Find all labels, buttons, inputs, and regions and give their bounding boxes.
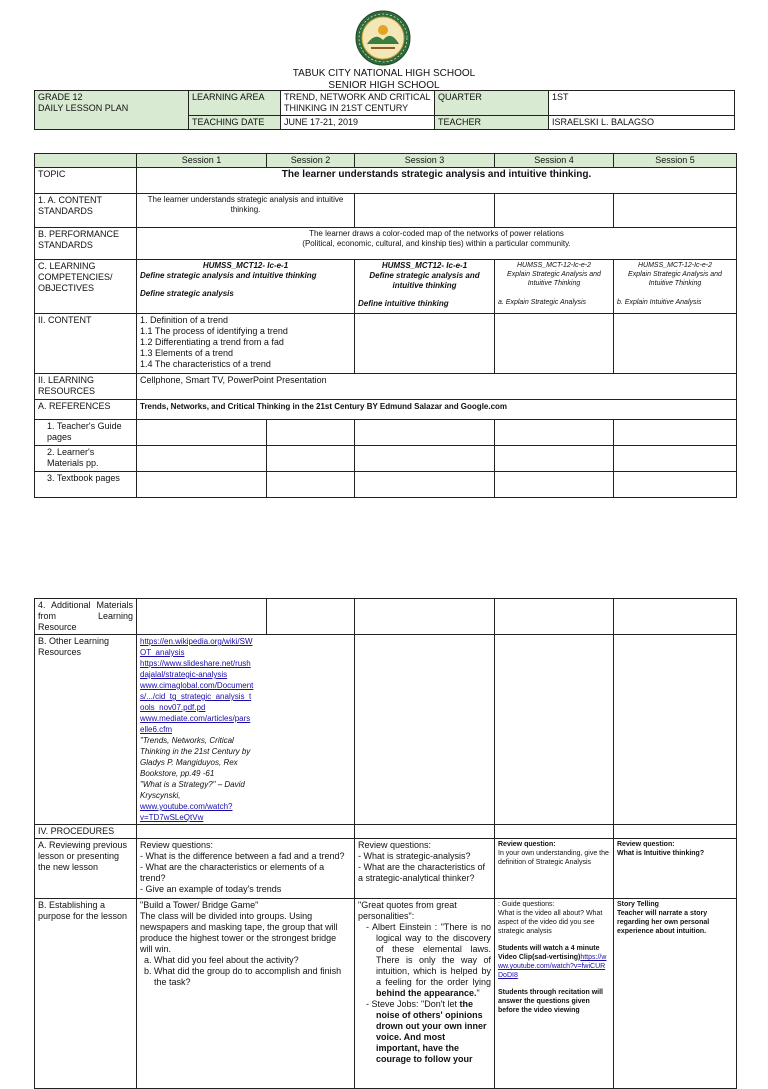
jobs-text: Steve Jobs: "Don't let — [371, 999, 460, 1009]
review-s5 — [614, 839, 737, 899]
teaching-date-label: TEACHING DATE — [189, 116, 281, 130]
purpose-s3-title: "Great quotes from great personalities": — [358, 900, 457, 921]
tg-s5 — [614, 420, 737, 446]
purpose-s1-item: a. What did you feel about the activity? — [154, 955, 351, 966]
review-s4-title: Review question: — [498, 841, 556, 848]
content-standards: The learner understands strategic analysis and intuitive thinking. — [137, 194, 355, 228]
or-s3 — [355, 635, 495, 825]
purpose-s4 — [495, 899, 614, 1089]
resources-label: II. LEARNING RESOURCES — [35, 374, 137, 400]
link-mediate[interactable]: www.mediate.com/articles/parselle6.cfm — [140, 714, 251, 734]
cs-s5 — [614, 194, 737, 228]
ref-gladys: "Trends, Networks, Critical Thinking in the 21st Century by Gladys P. Mangiduyos, Rex Bookstore, pp.49 -61 — [140, 736, 251, 778]
proc-s5 — [614, 825, 737, 839]
cs-s4 — [495, 194, 614, 228]
review-s1-q1: - What is the difference between a fad and a trend? — [140, 851, 345, 861]
learning-area-label: LEARNING AREA — [189, 91, 281, 116]
session-3-header: Session 3 — [355, 154, 495, 168]
content-item: 1.1 The process of identifying a trend — [140, 326, 288, 336]
content-item: 1.3 Elements of a trend — [140, 348, 234, 358]
references-label: A. REFERENCES — [35, 400, 137, 420]
cs-s3 — [355, 194, 495, 228]
am-s1 — [137, 599, 267, 635]
learners-materials-label: 2. Learner's Materials pp. — [35, 446, 137, 472]
other-resources — [137, 635, 355, 825]
additional-materials-label: 4. Additional Materials from Learning Resource — [35, 599, 137, 635]
comp-s1-title: Define strategic analysis and intuitive thinking — [140, 271, 317, 280]
grade-cell — [35, 91, 189, 130]
comp-s3-objective: Define intuitive thinking — [358, 299, 449, 308]
competencies-label: C. LEARNING COMPETENCIES/ OBJECTIVES — [35, 260, 137, 314]
purpose-s4-after: Students through recitation will answer the questions given before the video viewing — [498, 989, 603, 1014]
grade: GRADE 12 — [38, 92, 83, 102]
comp-s1-code: HUMSS_MCT12- Ic-e-1 — [202, 261, 289, 270]
topic-label: TOPIC — [35, 168, 137, 194]
comp-s1 — [137, 260, 355, 314]
review-s3-title: Review questions: — [358, 840, 432, 850]
proc-s3 — [355, 825, 495, 839]
jobs-emph: the noise of others' opinions drown out your own inner voice. And most important, have the courage to follow your — [376, 999, 487, 1064]
comp-s4 — [495, 260, 614, 314]
review-s1-q3b: of today's trends — [215, 884, 282, 894]
comp-s4-objective: a. Explain Strategic Analysis — [498, 299, 587, 306]
comp-s5-code: HUMSS_MCT-12-Ic-e-2 — [637, 262, 713, 269]
textbook-label: 3. Textbook pages — [35, 472, 137, 498]
teaching-date: JUNE 17-21, 2019 — [281, 116, 435, 130]
review-s3 — [355, 839, 495, 899]
performance-standards — [137, 228, 737, 260]
session-5-header: Session 5 — [614, 154, 737, 168]
lm-s4 — [495, 446, 614, 472]
am-s2 — [267, 599, 355, 635]
resources: Cellphone, Smart TV, PowerPoint Presentation — [137, 374, 737, 400]
tg-s4 — [495, 420, 614, 446]
review-s4-body: In your own understanding, give the definition of Strategic Analysis — [498, 850, 609, 866]
session-4-header: Session 4 — [495, 154, 614, 168]
procedures-table — [34, 598, 737, 1089]
purpose-s4-title: : Guide questions: — [498, 901, 555, 908]
purpose-s1-body: The class will be divided into groups. Using newspapers and masking tape, the group that will produce the highest tower or the strongest bridge will win. — [140, 911, 338, 954]
quarter: 1ST — [549, 91, 735, 116]
tb-s2 — [267, 472, 355, 498]
lm-s1 — [137, 446, 267, 472]
purpose-s1-list — [140, 955, 351, 988]
purpose-s3-list — [358, 922, 491, 1065]
reviewing-label: A. Reviewing previous lesson or presenting the new lesson — [35, 839, 137, 899]
or-s5 — [614, 635, 737, 825]
corner-cell — [35, 154, 137, 168]
comp-s5-objective: b. Explain Intuitive Analysis — [617, 299, 702, 306]
link-swot[interactable]: https://en.wikipedia.org/wiki/SWOT_analysis — [140, 637, 253, 657]
comp-s3-title: Define strategic analysis and intuitive thinking — [369, 271, 480, 290]
teacher: ISRAELSKI L. BALAGSO — [549, 116, 735, 130]
comp-s4-code: HUMSS_MCT-12-Ic-e-2 — [516, 262, 592, 269]
topic: The learner understands strategic analysis and intuitive thinking. — [137, 168, 737, 194]
review-s5-title: Review question: — [617, 841, 675, 848]
link-cimaglobal[interactable]: www.cimaglobal.com/Documents/.../cid_tg_strategic_analysis_tools_nov07.pdf.pd — [140, 681, 254, 712]
content-standards-label: 1. A. CONTENT STANDARDS — [35, 194, 137, 228]
lesson-table — [34, 153, 737, 498]
content-label: II. CONTENT — [35, 314, 137, 374]
or-s4 — [495, 635, 614, 825]
teachers-guide-label: 1. Teacher's Guide pages — [35, 420, 137, 446]
content-s5 — [614, 314, 737, 374]
review-s1 — [137, 839, 355, 899]
comp-s3 — [355, 260, 495, 314]
lm-s3 — [355, 446, 495, 472]
proc-s4 — [495, 825, 614, 839]
am-s4 — [495, 599, 614, 635]
review-s1-title: Review questions: — [140, 840, 214, 850]
quarter-label: QUARTER — [435, 91, 549, 116]
tg-s2 — [267, 420, 355, 446]
am-s3 — [355, 599, 495, 635]
content-list — [137, 314, 355, 374]
purpose-s4-video-link[interactable]: https://www.youtube.com/watch?v=fwiCURDoDI8 — [498, 954, 607, 979]
purpose-s1 — [137, 899, 355, 1089]
purpose-s3 — [355, 899, 495, 1089]
proc-s1 — [137, 825, 355, 839]
tb-s3 — [355, 472, 495, 498]
perf-std-line-2: (Political, economic, cultural, and kinship ties) within a particular community. — [302, 239, 571, 248]
tb-s1 — [137, 472, 267, 498]
purpose-s3-quote-jobs — [371, 999, 491, 1065]
review-s5-body: What is Intuitive thinking? — [617, 850, 705, 857]
comp-s4-title: Explain Strategic Analysis and Intuitive Thinking — [507, 271, 601, 287]
einstein-text: Albert Einstein : "There is no logical way to the discovery of these elemental laws. There is only the way of intuition, which is helped by a feeling for the order lying — [372, 922, 491, 987]
teacher-label: TEACHER — [435, 116, 549, 130]
review-s1-q2: - What are the characteristics or elements of a trend? — [140, 862, 325, 883]
references: Trends, Networks, and Critical Thinking in the 21st Century BY Edmund Salazar and Google.com — [137, 400, 737, 420]
content-item: 1. Definition of a trend — [140, 315, 229, 325]
perf-std-line-1: The learner draws a color-coded map of the networks of power relations — [309, 229, 564, 238]
review-s3-q2: - What are the characteristics of a strategic-analytical thinker? — [358, 862, 486, 883]
purpose-label: B. Establishing a purpose for the lesson — [35, 899, 137, 1089]
comp-s5 — [614, 260, 737, 314]
session-2-header: Session 2 — [267, 154, 355, 168]
tb-s5 — [614, 472, 737, 498]
tg-s3 — [355, 420, 495, 446]
ref-kryscynski: "What is a Strategy?" – David Kryscynski, — [140, 780, 245, 800]
other-resources-label: B. Other Learning Resources — [35, 635, 137, 825]
review-s1-q3 — [140, 884, 351, 895]
purpose-s1-title: "Build a Tower/ Bridge Game" — [140, 900, 259, 910]
content-s3 — [355, 314, 495, 374]
school-name: TABUK CITY NATIONAL HIGH SCHOOL — [292, 68, 476, 79]
purpose-s4-question: What is the video all about? What aspect of the video did you see strategic analysis — [498, 910, 603, 935]
performance-standards-label: B. PERFORMANCE STANDARDS — [35, 228, 137, 260]
plan-title: DAILY LESSON PLAN — [38, 103, 129, 113]
comp-s5-title: Explain Strategic Analysis and Intuitive Thinking — [628, 271, 722, 287]
session-1-header: Session 1 — [137, 154, 267, 168]
comp-s3-code: HUMSS_MCT12- Ic-e-1 — [381, 261, 468, 270]
purpose-s5 — [614, 899, 737, 1089]
content-item: 1.2 Differentiating a trend from a fad — [140, 337, 284, 347]
link-youtube[interactable]: www.youtube.com/watch?v=TD7wSLeQtVw — [140, 802, 233, 822]
purpose-s1-item: b. What did the group do to accomplish and finish the task? — [154, 966, 351, 988]
purpose-s3-quote-einstein: - Albert Einstein : "There is no logical way to the discovery of these elemental laws. There is only the way of intuition, which is helped by a feeling for the order lying behind the appearance." — [376, 922, 491, 999]
lm-s5 — [614, 446, 737, 472]
review-s3-q1: - What is strategic-analysis? — [358, 851, 471, 861]
purpose-s4-watch: Students will watch a 4 minute Video Clip(sad-vertising) — [498, 945, 600, 961]
header-table — [34, 90, 735, 130]
procedures-label: IV. PROCEDURES — [35, 825, 137, 839]
purpose-s5-body: Teacher will narrate a story regarding her own personal experience about intuition. — [617, 910, 710, 935]
purpose-s4-watch-wrap — [498, 944, 610, 980]
review-s1-q3a: - Give an example — [140, 884, 216, 894]
tb-s4 — [495, 472, 614, 498]
am-s5 — [614, 599, 737, 635]
content-s4 — [495, 314, 614, 374]
link-slideshare[interactable]: https://www.slideshare.net/rushdajalal/strategic-analysis — [140, 659, 251, 679]
school-sub: SENIOR HIGH SCHOOL — [328, 80, 440, 91]
tg-s1 — [137, 420, 267, 446]
comp-s1-objective: Define strategic analysis — [140, 289, 234, 298]
einstein-emph: behind the appearance. — [376, 988, 477, 998]
content-item: 1.4 The characteristics of a trend — [140, 359, 271, 369]
learning-area: TREND, NETWORK AND CRITICAL THINKING IN 21ST CENTURY — [281, 91, 435, 116]
school-logo — [355, 10, 411, 66]
purpose-s5-title: Story Telling — [617, 901, 659, 908]
lm-s2 — [267, 446, 355, 472]
review-s4 — [495, 839, 614, 899]
